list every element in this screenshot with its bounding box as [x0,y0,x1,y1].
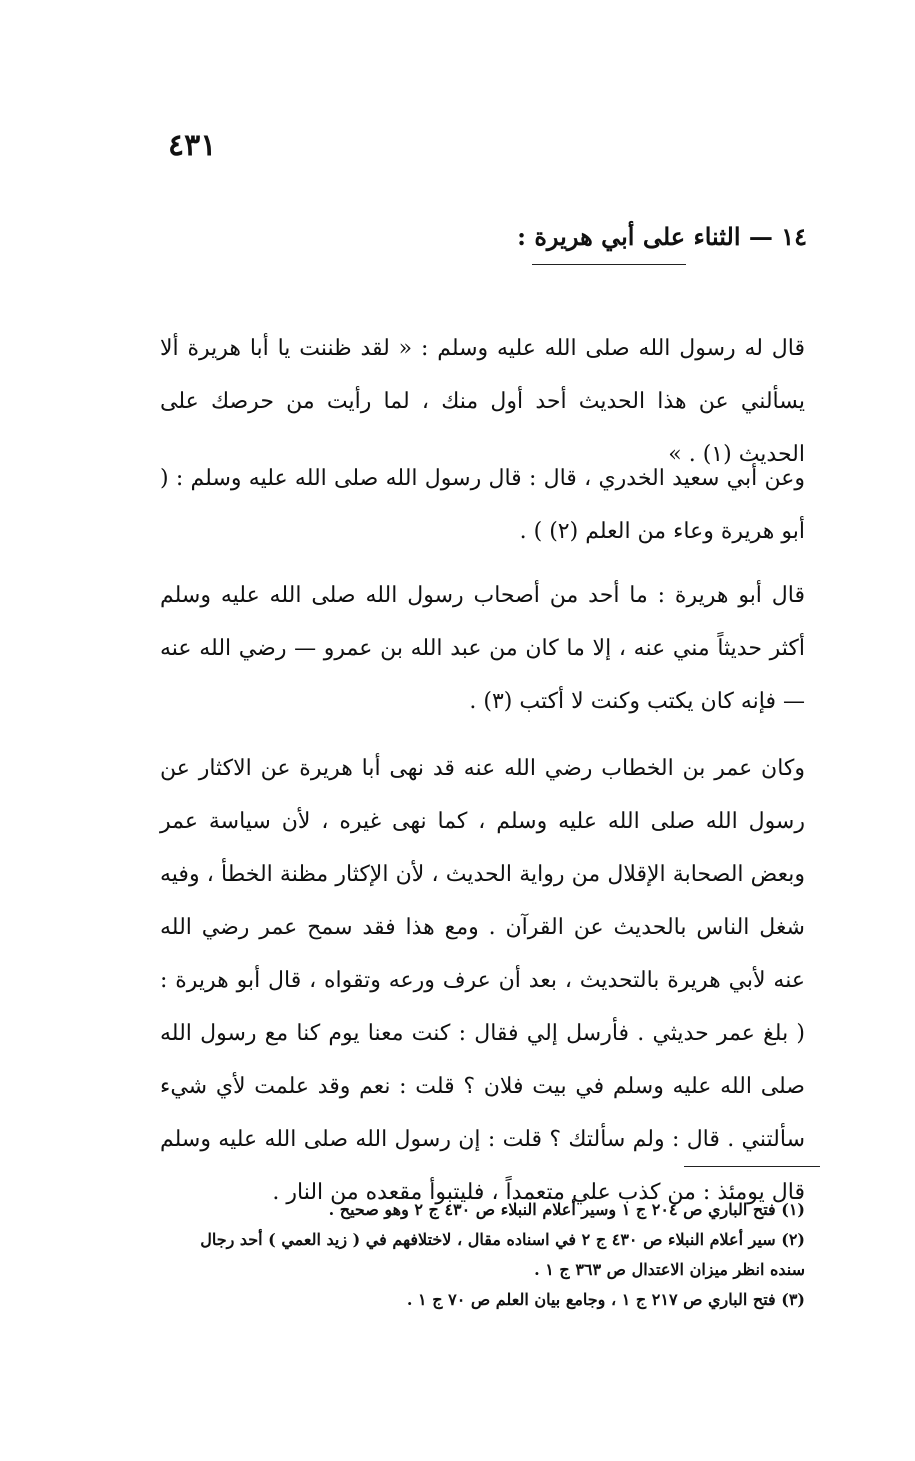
paragraph-1: قال له رسول الله صلى الله عليه وسلم : « لقد ظننت يا أبا هريرة ألا يسألني عن هذا الحديث أحد أول منك ، لما رأيت من حرصك على الحديث (١) . » [160,336,805,467]
heading-underline [532,264,686,265]
footnote-3: (٣) فتح الباري ص ٢١٧ ج ١ ، وجامع بيان العلم ص ٧٠ ج ١ . [406,1290,805,1309]
footnote-1: (١) فتح الباري ص ٢٠٤ ج ١ وسير أعلام النبلاء ص ٤٣٠ ج ٢ وهو صحيح . [328,1200,805,1219]
footnote-separator [684,1166,820,1167]
page-number: ٤٣١ [168,128,217,163]
paragraph-3: قال أبو هريرة : ما أحد من أصحاب رسول الله صلى الله عليه وسلم أكثر حديثاً مني عنه ، إلا ما كان من عبد الله بن عمرو — رضي الله عنه — فإنه كان يكتب وكنت لا أكتب (٣) . [160,583,805,714]
footnotes [160,1195,805,1315]
section-heading: ١٤ — الثناء على أبي هريرة : [517,222,807,251]
paragraph-2: وعن أبي سعيد الخدري ، قال : قال رسول الله صلى الله عليه وسلم : ( أبو هريرة وعاء من العلم (٢) ) . [160,466,805,544]
footnote-2: (٢) سير أعلام النبلاء ص ٤٣٠ ج ٢ في اسناده مقال ، لاختلافهم في ( زيد العمي ) أحد رجال سنده انظر ميزان الاعتدال ص ٣٦٣ ج ١ . [200,1230,805,1279]
paragraph-4: وكان عمر بن الخطاب رضي الله عنه قد نهى أبا هريرة عن الاكثار عن رسول الله صلى الله عليه وسلم ، كما نهى غيره ، لأن سياسة عمر وبعض الصحابة الإقلال من رواية الحديث ، لأن الإكثار مظنة الخطأ ، وفيه شغل الناس بالحديث عن القرآن . ومع هذا فقد سمح عمر رضي الله عنه لأبي هريرة بالتحديث ، بعد أن عرف ورعه وتقواه ، قال أبو هريرة : ( بلغ عمر حديثي . فأرسل إلي فقال : كنت معنا يوم كنا مع رسول الله صلى الله عليه وسلم في بيت فلان ؟ قلت : نعم وقد علمت لأي شيء سألتني . قال : ولم سألتك ؟ قلت : إن رسول الله صلى الله عليه وسلم قال يومئذ : من كذب علي متعمداً ، فليتبوأ مقعده من النار . [160,756,805,1205]
